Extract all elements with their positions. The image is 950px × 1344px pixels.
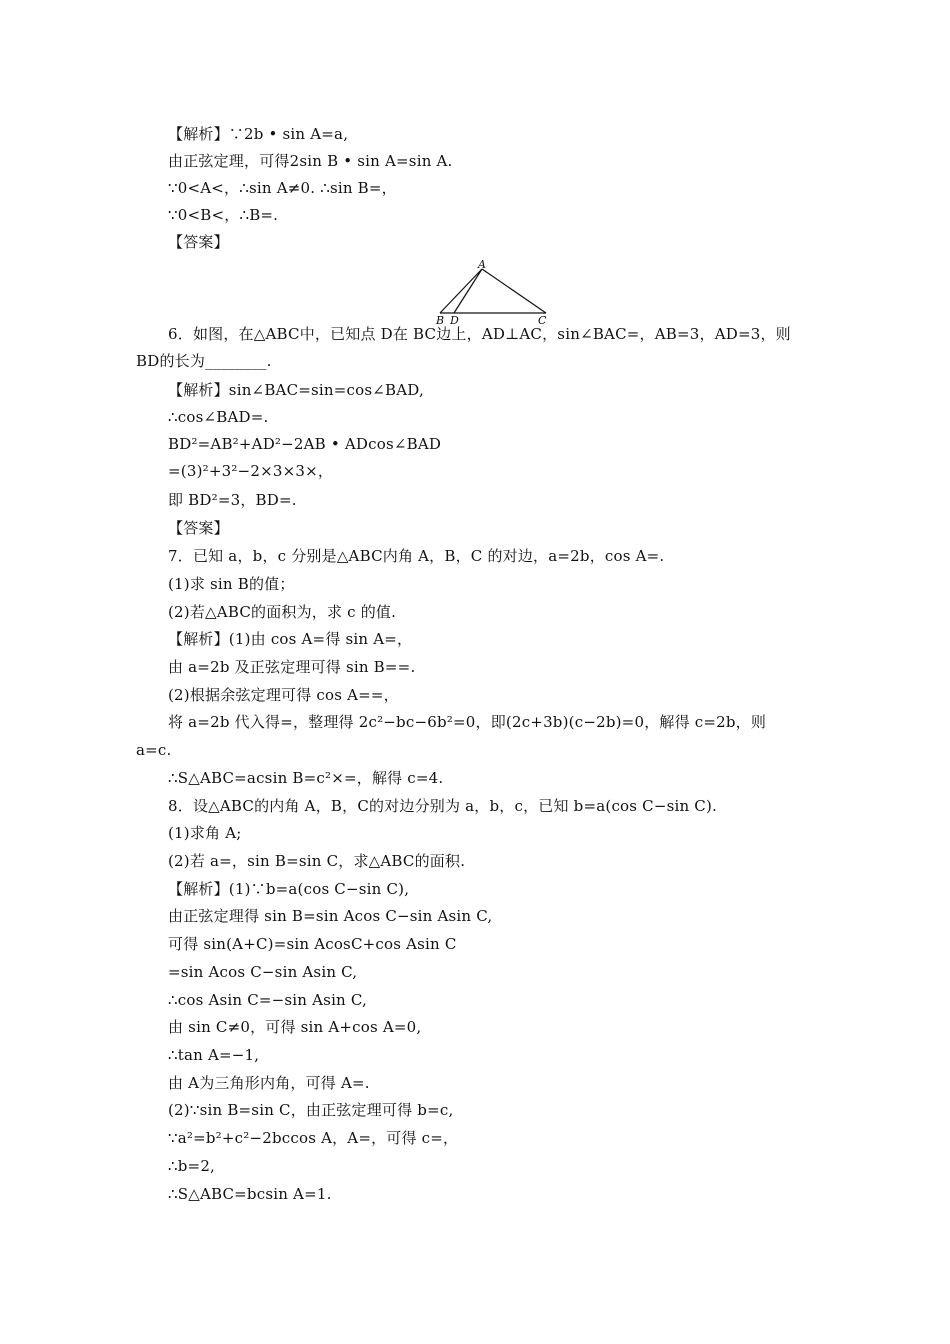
text-line: =(3)²+3²−2×3×3×， (168, 462, 334, 480)
text-line: 【解析】(1)∵b=a(cos C−sin C), (168, 880, 410, 898)
text-line: 即 BD²=3，BD=. (168, 491, 297, 509)
text-line: ∴S△ABC=acsin B=c²×=，解得 c=4. (168, 769, 444, 787)
text-line: ∴b=2, (168, 1157, 216, 1175)
text-line: 【解析】(1)由 cos A=得 sin A=， (168, 630, 413, 648)
text-line: ∴S△ABC=bcsin A=1. (168, 1185, 332, 1203)
text-line: ∴cos∠BAD=. (168, 408, 269, 426)
text-line: 由 a=2b 及正弦定理可得 sin B==. (168, 658, 416, 676)
vertex-label-b: B (436, 314, 445, 327)
text-line: (2)∵sin B=sin C，由正弦定理可得 b=c, (168, 1101, 454, 1119)
segment-ac (482, 269, 546, 313)
answer-label: 【答案】 (168, 233, 229, 251)
answer-label: 【答案】 (168, 519, 229, 537)
text-line: 由 sin C≠0，可得 sin A+cos A=0, (168, 1018, 422, 1036)
vertex-label-a: A (478, 258, 486, 271)
vertex-label-d: D (450, 314, 459, 327)
text-line: 由正弦定理得 sin B=sin Acos C−sin Asin C, (168, 907, 493, 925)
text-line: =sin Acos C−sin Asin C, (168, 963, 358, 981)
text-line: a=c. (136, 741, 172, 759)
text-line: ∵0<A<，∴sin A≠0. ∴sin B=， (168, 179, 397, 197)
text-line: 将 a=2b 代入得=，整理得 2c²−bc−6b²=0，即(2c+3b)(c−2b)=0，解得 c=2b，则 (168, 713, 767, 731)
text-line: ∵0<B<，∴B=. (168, 206, 279, 224)
text-line: ∴tan A=−1, (168, 1046, 260, 1064)
text-line: BD²=AB²+AD²−2AB • ADcos∠BAD (168, 435, 442, 453)
text-line: 可得 sin(A+C)=sin AcosC+cos Asin C (168, 935, 457, 953)
text-line: (2)若 a=，sin B=sin C，求△ABC的面积. (168, 852, 466, 870)
text-line: 由 A为三角形内角，可得 A=. (168, 1074, 370, 1092)
vertex-label-c: C (538, 314, 547, 327)
text-line: ∴cos Asin C=−sin Asin C, (168, 991, 368, 1009)
text-line: (1)求角 A; (168, 824, 242, 842)
text-line: (1)求 sin B的值； (168, 575, 295, 593)
text-line: ∵a²=b²+c²−2bccos A，A=，可得 c=， (168, 1129, 459, 1147)
text-line: 【解析】∵2b • sin A=a, (168, 125, 349, 143)
question-7: 7．已知 a，b，c 分别是△ABC内角 A，B，C 的对边，a=2b，cos A=. (168, 547, 665, 565)
triangle-figure (432, 258, 552, 328)
question-6: 6．如图，在△ABC中，已知点 D在 BC边上，AD⊥AC，sin∠BAC=，AB=3，AD=3，则 (168, 325, 791, 343)
text-line: (2)根据余弦定理可得 cos A==， (168, 686, 399, 704)
segment-ab (440, 269, 482, 313)
question-8: 8．设△ABC的内角 A，B，C的对边分别为 a，b，c，已知 b=a(cos C−sin C). (168, 797, 718, 815)
text-line: 由正弦定理，可得2sin B • sin A=sin A. (168, 152, 453, 170)
text-line: (2)若△ABC的面积为，求 c 的值. (168, 603, 397, 621)
segment-ad (454, 269, 482, 313)
text-line: BD的长为________. (136, 352, 272, 370)
text-line: 【解析】sin∠BAC=sin=cos∠BAD, (168, 381, 424, 399)
